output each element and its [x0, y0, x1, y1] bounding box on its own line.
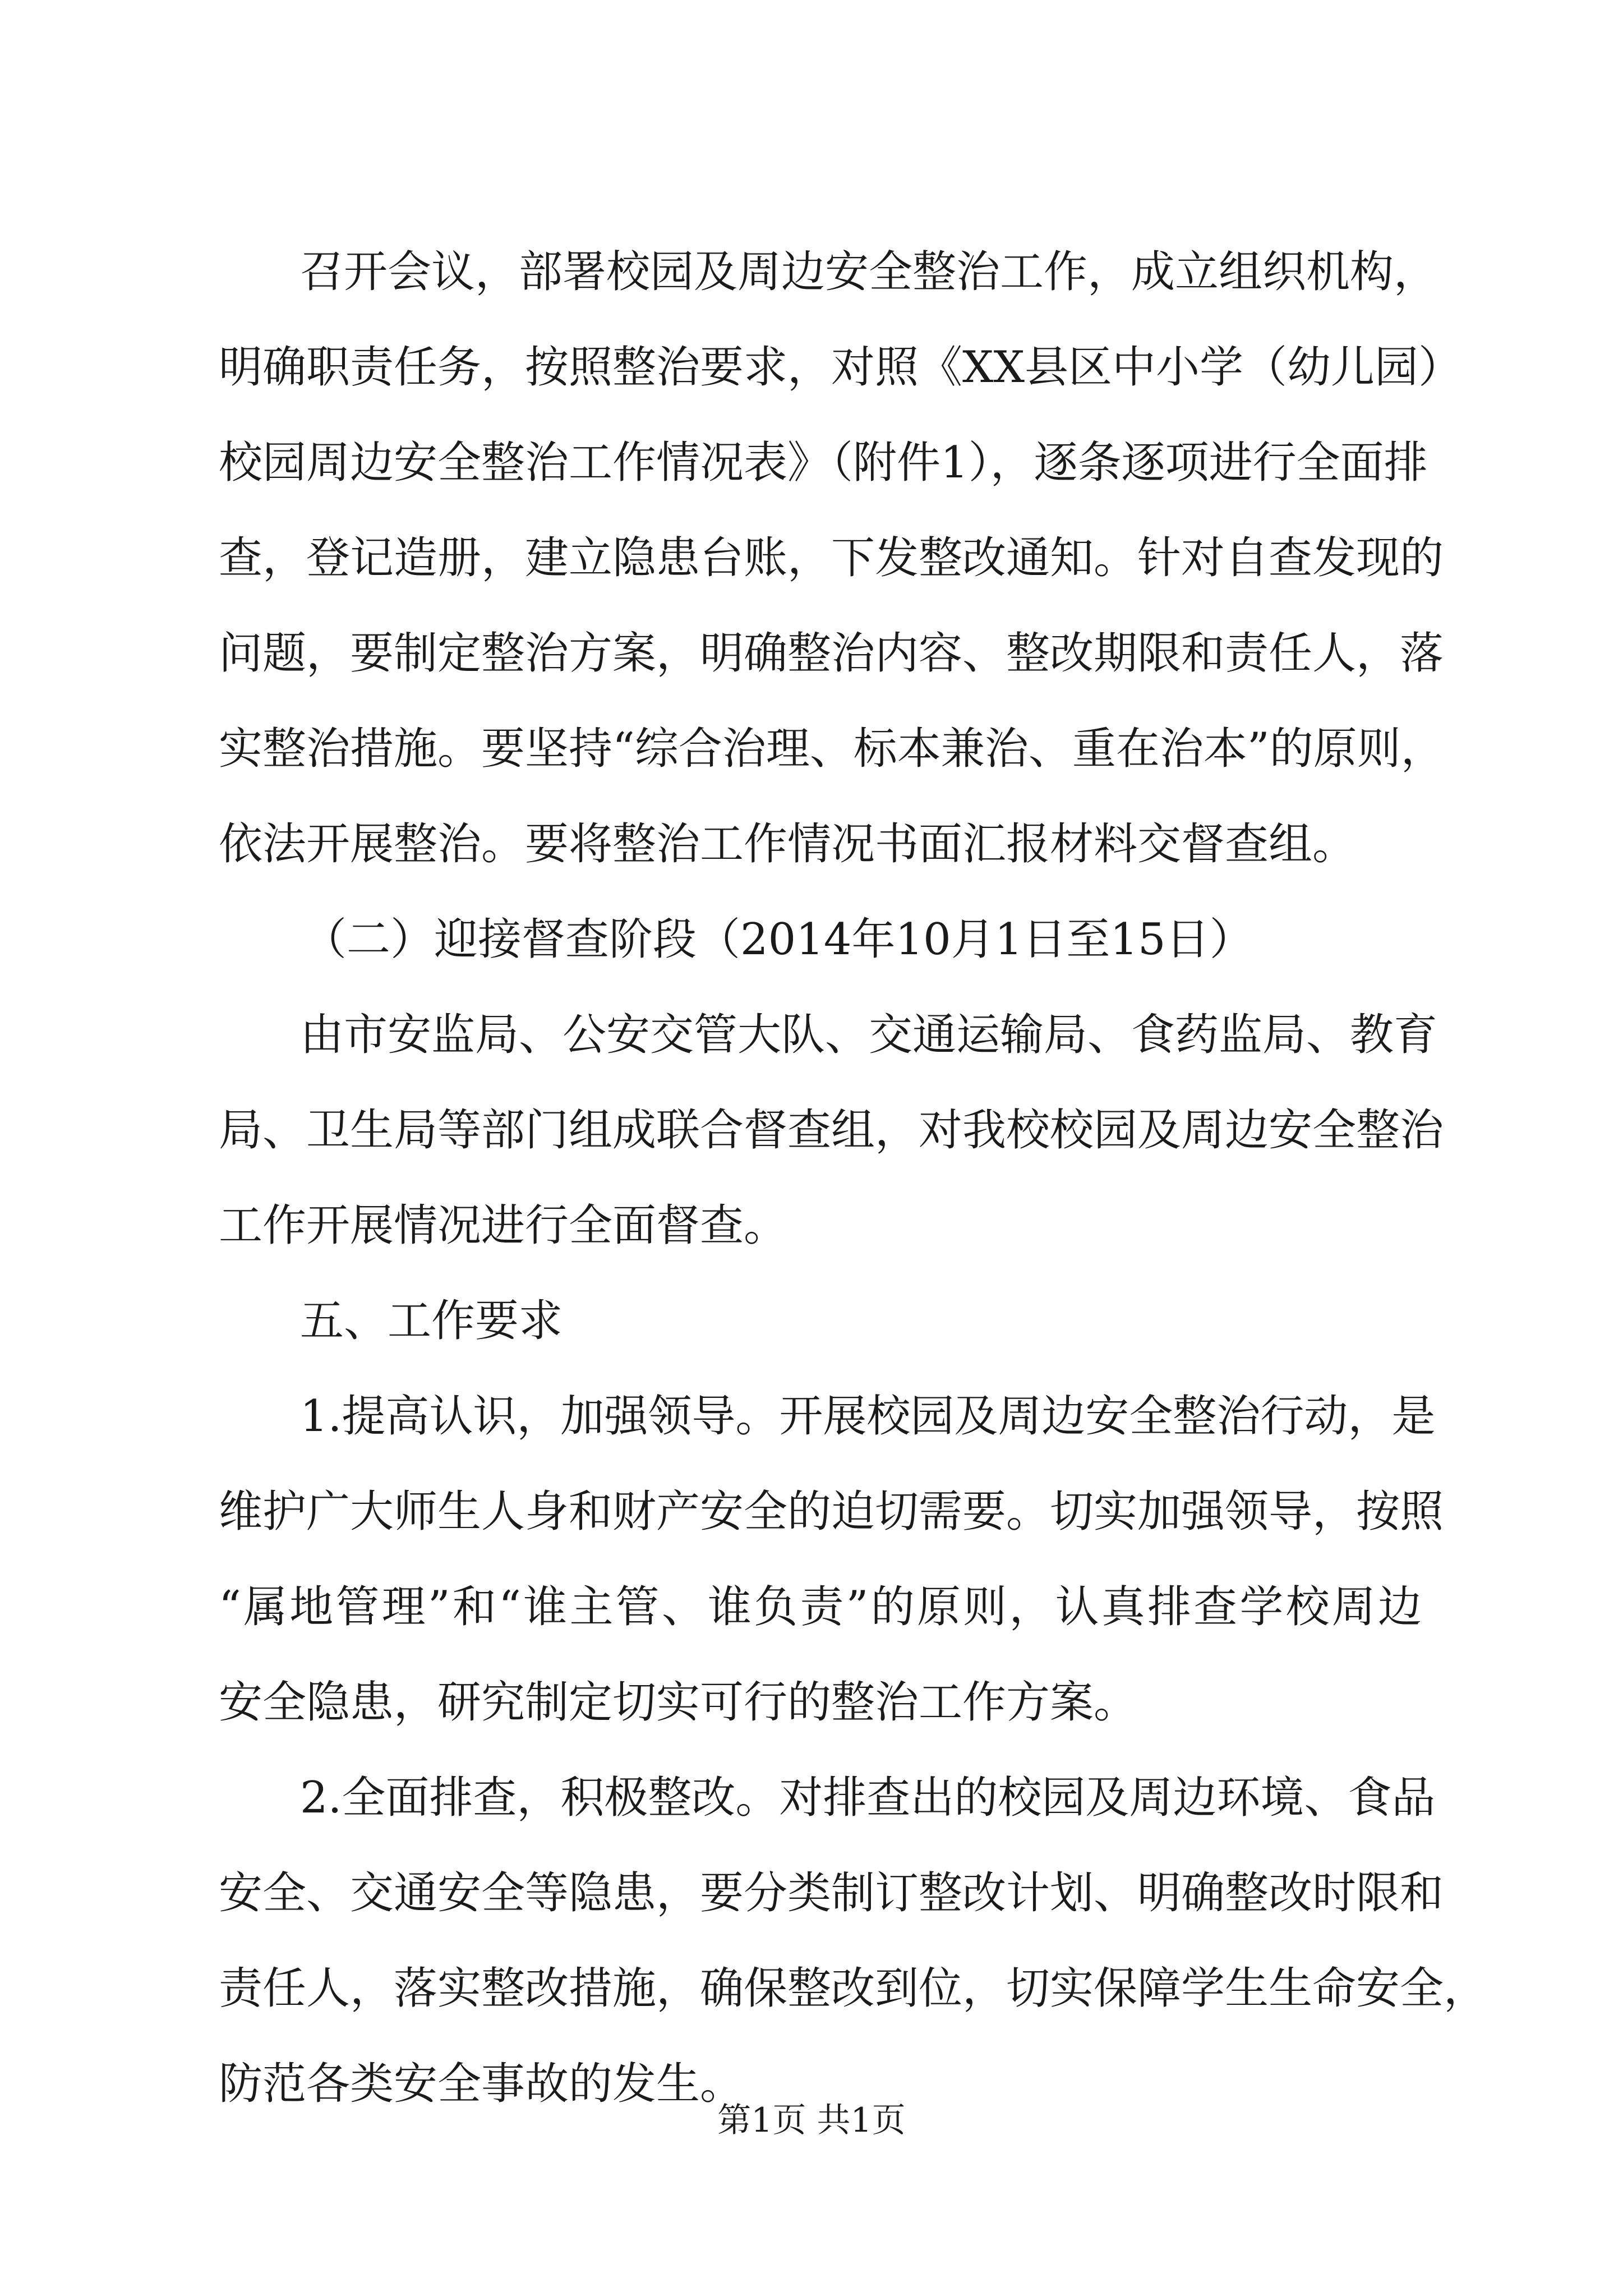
text-line-19: 责任人，落实整改措施，确保整改到位，切实保障学生生命安全，: [219, 1963, 1488, 2014]
text-line-16: 安全隐患，研究制定切实可行的整治工作方案。: [219, 1677, 1138, 1728]
text-line-7: 依法开展整治。要将整治工作情况书面汇报材料交督查组。: [219, 819, 1357, 869]
text-line-4: 查，登记造册，建立隐患台账，下发整改通知。针对自查发现的: [219, 533, 1444, 583]
text-line-11: 工作开展情况进行全面督查。: [219, 1200, 788, 1251]
text-line-13: 1.提高认识，加强领导。开展校园及周边安全整治行动，是: [300, 1391, 1436, 1442]
text-line-5: 问题，要制定整治方案，明确整治内容、整改期限和责任人，落: [219, 628, 1444, 679]
section-heading-inspection: （二）迎接督查阶段（2014年10月1日至15日）: [303, 914, 1253, 965]
section-heading-requirements: 五、工作要求: [300, 1296, 563, 1346]
text-line-17: 2.全面排查，积极整改。对排查出的校园及周边环境、食品: [300, 1773, 1436, 1823]
page-footer: 第1页 共1页: [717, 2101, 906, 2140]
text-line-14: 维护广大师生人身和财产安全的迫切需要。切实加强领导，按照: [219, 1487, 1444, 1537]
text-line-2: 明确职责任务，按照整治要求，对照《XX县区中小学（幼儿园）: [219, 342, 1463, 393]
text-line-18: 安全、交通安全等隐患，要分类制订整改计划、明确整改时限和: [219, 1868, 1444, 1918]
text-line-6: 实整治措施。要坚持“综合治理、标本兼治、重在治本”的原则，: [219, 724, 1445, 774]
text-line-15: “属地管理”和“谁主管、谁负责”的原则，认真排查学校周边: [219, 1582, 1422, 1632]
text-line-1: 召开会议，部署校园及周边安全整治工作，成立组织机构，: [300, 247, 1438, 297]
text-line-3: 校园周边安全整治工作情况表》（附件1），逐条逐项进行全面排: [219, 438, 1428, 488]
text-line-20: 防范各类安全事故的发生。: [219, 2059, 744, 2109]
text-line-9: 由市安监局、公安交管大队、交通运输局、食药监局、教育: [300, 1010, 1438, 1060]
text-line-10: 局、卫生局等部门组成联合督查组，对我校校园及周边安全整治: [219, 1105, 1444, 1156]
